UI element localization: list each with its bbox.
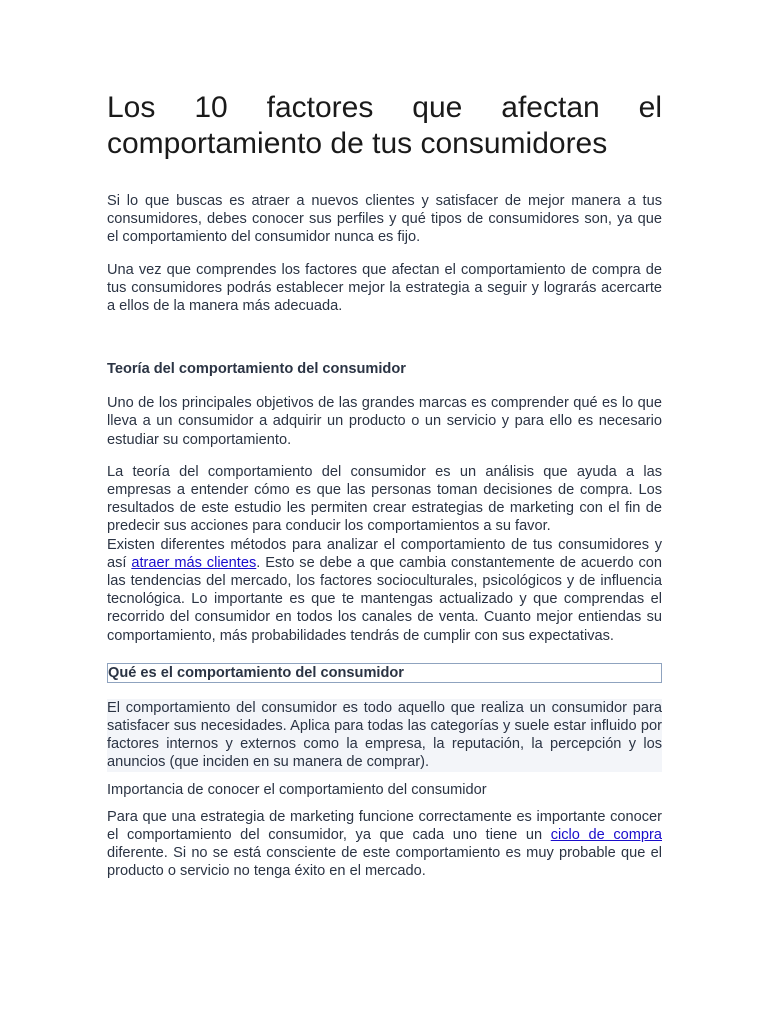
intro-paragraph-2: Una vez que comprendes los factores que afectan el comportamiento de compra de tus consumidores podrás establecer mejor la estrategia a seguir y lograrás acercarte a ellos de la manera más adecuada. xyxy=(107,261,662,315)
theory-paragraph-3-text-before: Existen diferentes métodos para analizar el comportamiento de tus consumidores y así xyxy=(107,536,662,571)
importance-paragraph-text-after: diferente. Si no se está consciente de este comportamiento es muy probable que el producto o servicio no tenga éxito en el mercado. xyxy=(107,845,662,880)
importance-paragraph-text-before: Para que una estrategia de marketing funcione correctamente es importante conocer el comportamiento del consumidor, ya que cada uno tiene un xyxy=(107,808,662,843)
document-title-line-1: Los 10 factores que afectan el xyxy=(107,91,662,124)
document-title-line-2: comportamiento de tus consumidores xyxy=(107,127,608,160)
document-page xyxy=(107,90,662,880)
document-title xyxy=(107,90,662,162)
importance-paragraph xyxy=(107,808,662,881)
theory-paragraph-3-text-after: . Esto se debe a que cambia constantemente de acuerdo con las tendencias del mercado, los factores socioculturales, psicológicos y de influencia tecnológica. Lo importante es que te mantengas actualizado y que comprendas el recorrido del consumidor en todos los canales de venta. Cuanto mejor entiendas su comportamiento, más probabilidades tendrás de cumplir con sus expectativas. xyxy=(107,554,662,644)
purchase-cycle-link[interactable]: ciclo de compra xyxy=(550,826,662,843)
section-heading-what-is: Qué es el comportamiento del consumidor xyxy=(107,663,662,683)
theory-paragraph-2: La teoría del comportamiento del consumidor es un análisis que ayuda a las empresas a entender cómo es que las personas toman decisiones de compra. Los resultados de este estudio les permiten crear estrategias de marketing con el fin de predecir sus acciones para conducir los comportamientos a su favor. xyxy=(107,463,662,535)
section-heading-theory: Teoría del comportamiento del consumidor xyxy=(107,361,406,378)
what-is-paragraph: El comportamiento del consumidor es todo aquello que realiza un consumidor para satisfacer sus necesidades. Aplica para todas las categorías y suele estar influido por factores internos y externos como la empresa, la reputación, la percepción y los anuncios (que inciden en su manera de comprar). xyxy=(107,699,662,771)
theory-paragraph-1: Uno de los principales objetivos de las grandes marcas es comprender qué es lo que lleva a un consumidor a adquirir un producto o un servicio y para ello es necesario estudiar su comportamiento. xyxy=(107,395,662,448)
attract-clients-link[interactable]: atraer más clientes xyxy=(131,554,257,571)
theory-paragraph-3 xyxy=(107,536,662,645)
section-heading-importance: Importancia de conocer el comportamiento del consumidor xyxy=(107,781,487,798)
intro-paragraph-1: Si lo que buscas es atraer a nuevos clientes y satisfacer de mejor manera a tus consumidores, debes conocer sus perfiles y qué tipos de consumidores son, ya que el comportamiento del consumidor nunca es fijo. xyxy=(107,193,662,246)
